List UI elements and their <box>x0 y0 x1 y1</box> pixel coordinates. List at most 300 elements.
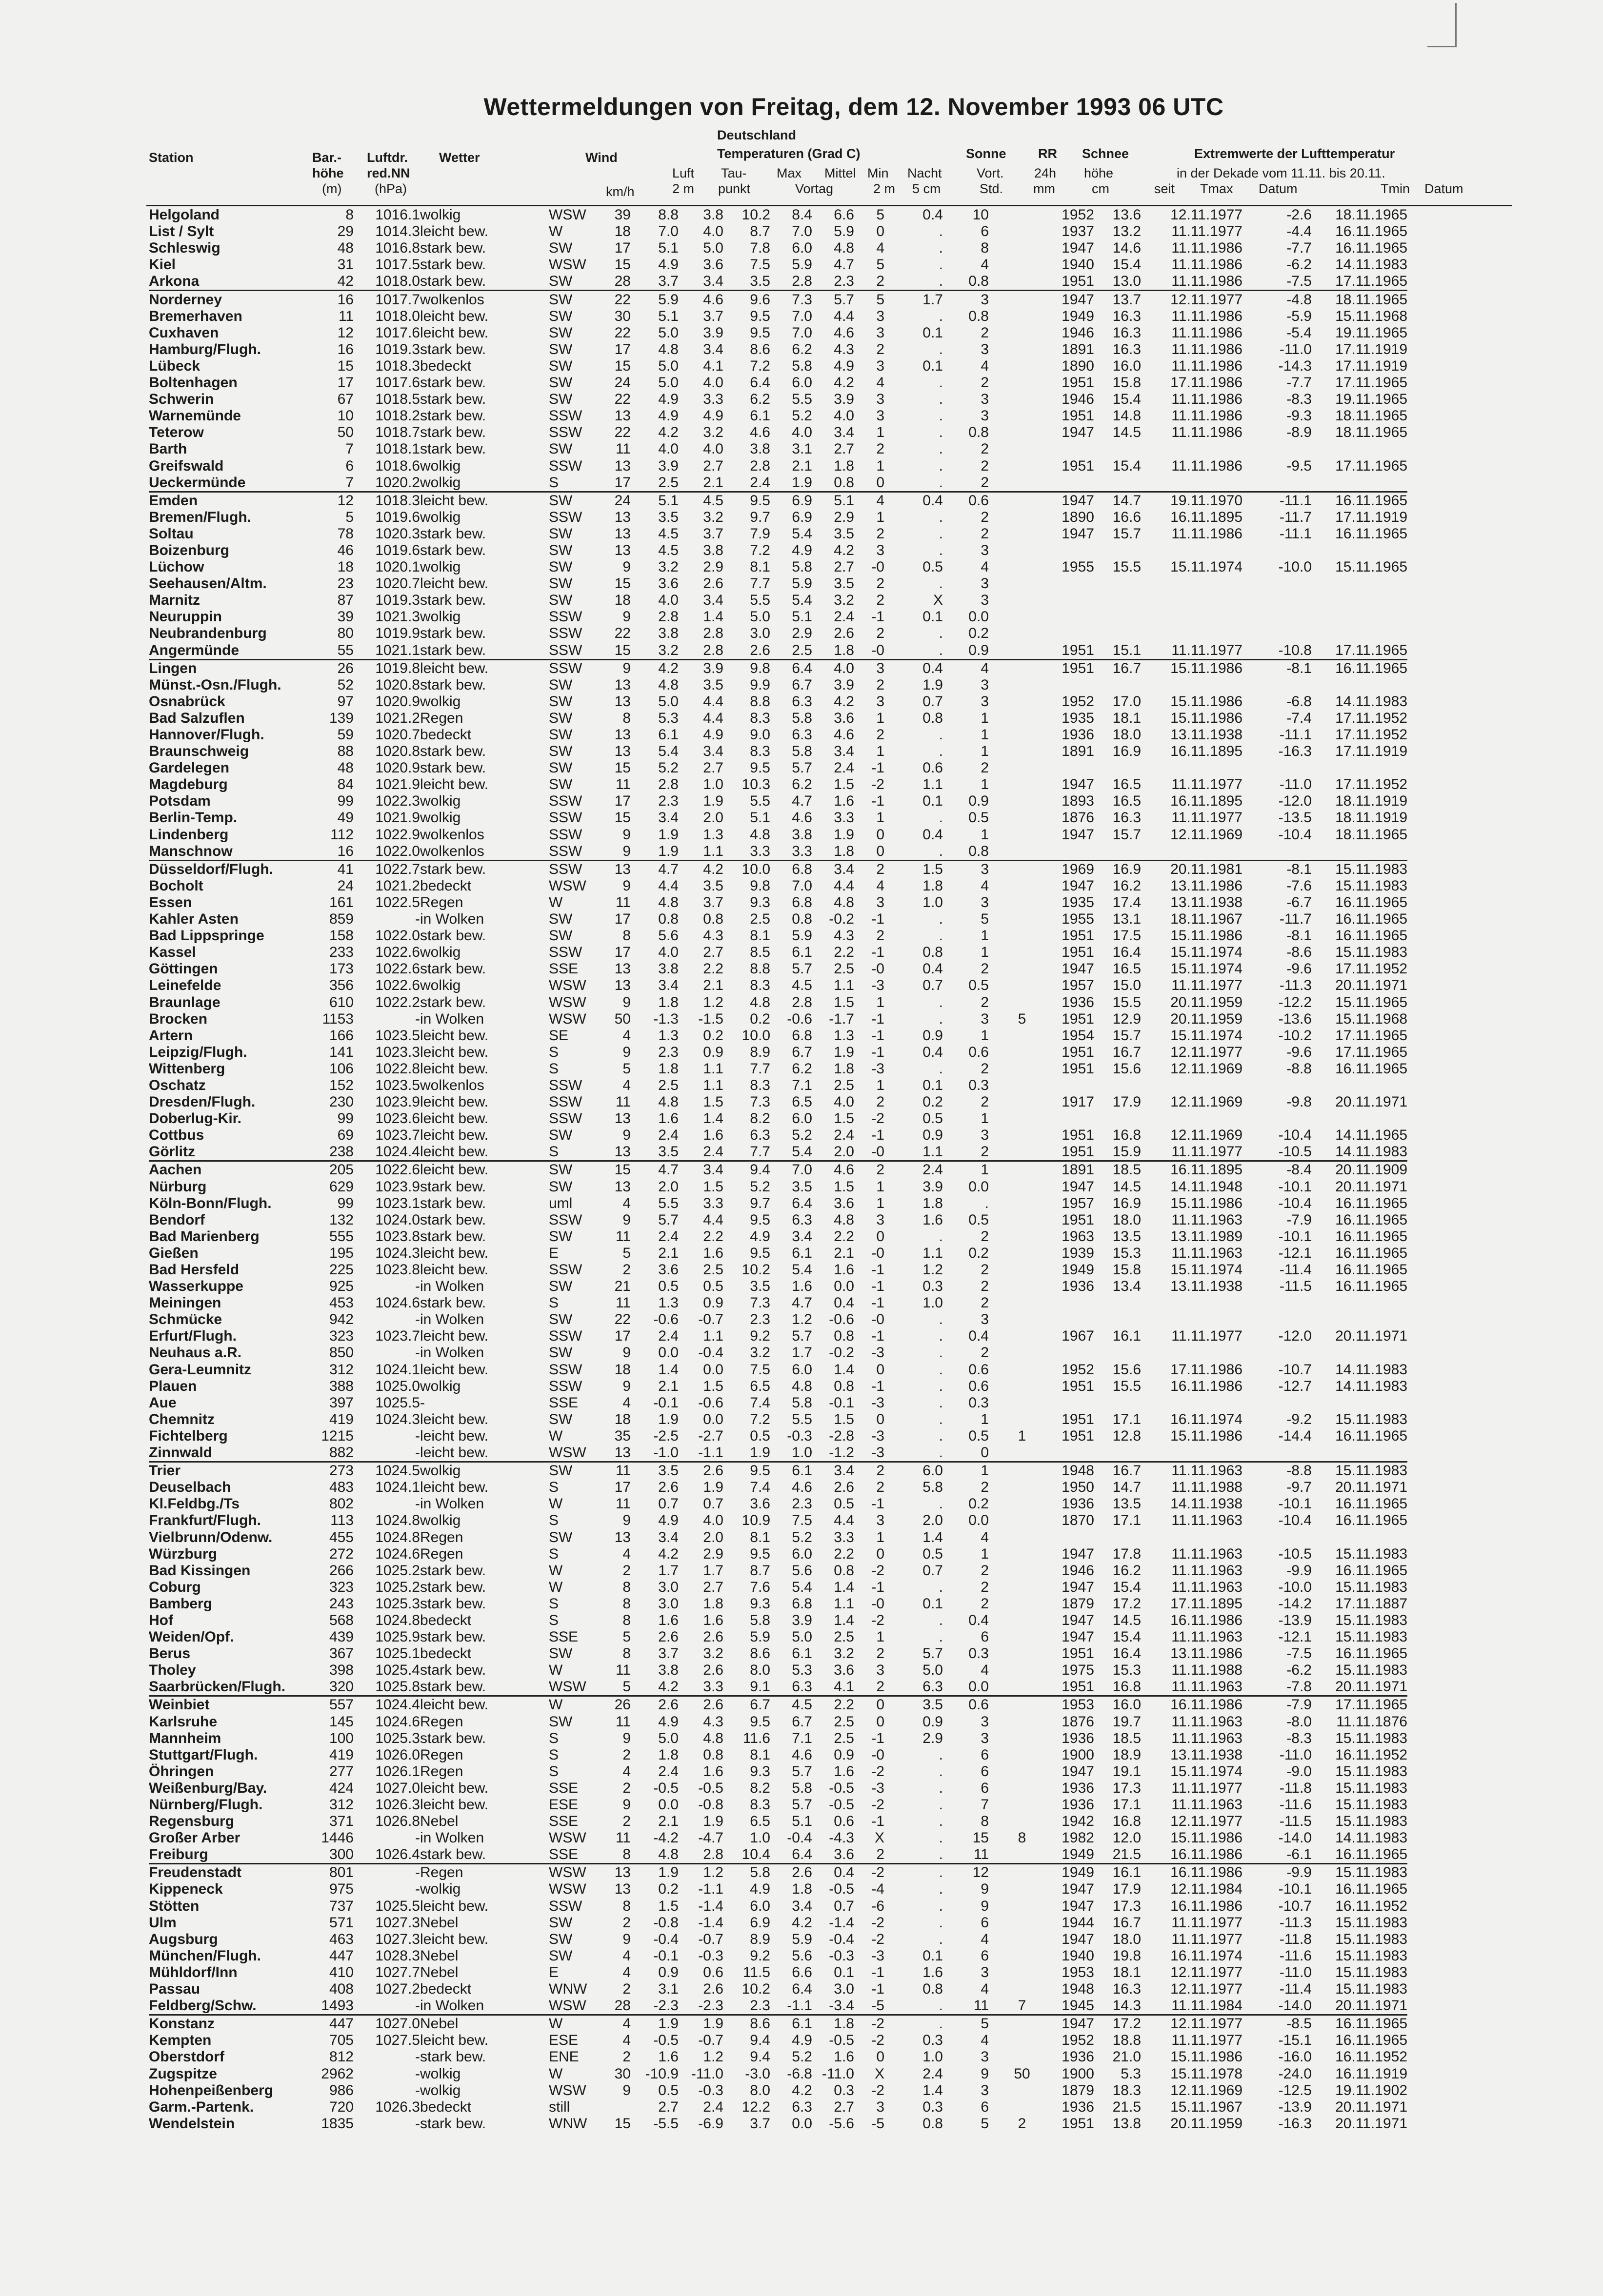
table-row <box>149 457 1407 474</box>
cell-temp-nacht: -1 <box>871 1813 884 1830</box>
cell-wetter: - <box>420 1394 425 1411</box>
cell-wind-dir: SW <box>549 375 573 391</box>
cell-tmax-datum: 11.11.1977 <box>1171 223 1242 240</box>
cell-temp-max: 6.2 <box>750 391 770 408</box>
cell-sonne: 1.8 <box>922 1195 943 1211</box>
cell-temp-nacht: -3 <box>871 1427 884 1444</box>
table-row <box>149 710 1407 727</box>
cell-temp-min: 0.3 <box>834 2082 854 2098</box>
cell-temp-nacht: 1 <box>876 1077 884 1093</box>
cell-seit: 1940 <box>1062 1947 1094 1964</box>
cell-seit: 1947 <box>1062 1612 1094 1628</box>
cell-tmax-datum: 12.11.1977 <box>1141 291 1242 308</box>
cell-temp-min: 1.6 <box>834 2049 854 2065</box>
cell-station: Gardelegen <box>149 760 230 776</box>
cell-sonne: 6.0 <box>889 1462 950 1480</box>
cell-temp-luft: 1.4 <box>658 1361 679 1378</box>
cell-wind-dir: SW <box>549 1228 573 1245</box>
cell-temp-max: 10.3 <box>741 776 770 793</box>
cell-temp-max: 7.4 <box>750 1394 770 1411</box>
cell-tmax-datum: 11.11.1963 <box>1171 1730 1242 1746</box>
cell-temp-luft: 5.0 <box>658 1730 679 1746</box>
cell-wetter: leicht bew. <box>420 223 489 240</box>
cell-luftdruck: 1018.7 <box>375 424 420 441</box>
cell-station: Lindenberg <box>149 826 229 843</box>
header-schnee-1: Schnee <box>1082 146 1129 161</box>
cell-wind-speed: 4 <box>622 1964 631 1980</box>
cell-rr-24h: 1 <box>981 710 989 726</box>
cell-schnee <box>996 1981 1048 1998</box>
cell-rr-24h: 10 <box>972 207 989 223</box>
cell-wetter: bedeckt <box>420 727 472 743</box>
cell-wetter: wolkig <box>420 207 461 223</box>
cell-taupunkt: 2.7 <box>703 944 723 961</box>
cell-wind-speed: 13 <box>614 509 631 525</box>
cell-seit: 1955 <box>1062 911 1094 928</box>
cell-temp-mittel: 2.9 <box>792 625 812 642</box>
cell-temp-max: 3.7 <box>750 2115 770 2132</box>
cell-luftdruck: 1026.1 <box>375 1763 420 1780</box>
cell-rr-24h: 3 <box>981 1730 989 1746</box>
cell-temp-max: 0.2 <box>750 1010 770 1027</box>
cell-temp-nacht: 2 <box>876 1645 884 1662</box>
cell-tmin: -15.1 <box>1278 2032 1312 2049</box>
cell-wind-dir: SSW <box>549 1211 582 1228</box>
cell-temp-mittel: 4.6 <box>792 810 812 826</box>
cell-sonne: 0.4 <box>889 659 950 677</box>
cell-tmin-datum: 15.11.1965 <box>1335 994 1407 1010</box>
cell-wind-dir: WSW <box>549 977 586 994</box>
cell-temp-luft: 1.9 <box>658 826 679 843</box>
cell-temp-min: 2.7 <box>834 559 854 575</box>
cell-temp-nacht: 5 <box>876 207 884 223</box>
cell-seit: 1935 <box>1062 894 1094 910</box>
cell-schnee <box>996 1028 1048 1044</box>
cell-sonne: . <box>939 308 943 324</box>
cell-temp-luft: 1.7 <box>658 1562 679 1579</box>
cell-temp-mittel: 8.4 <box>792 207 812 223</box>
cell-wind-dir: SW <box>549 1345 573 1361</box>
weather-table-body <box>149 207 1407 2132</box>
cell-wind-speed: 8 <box>622 1846 631 1863</box>
cell-bar-hoehe: 12 <box>305 492 354 509</box>
cell-temp-max: 5.8 <box>723 1864 770 1881</box>
cell-wind-dir: W <box>549 1662 563 1679</box>
cell-rr-24h: 4 <box>981 1529 989 1545</box>
cell-tmax: 14.7 <box>1112 1479 1141 1496</box>
cell-schnee <box>996 1178 1048 1195</box>
cell-station: Neuruppin <box>149 609 222 625</box>
cell-tmax: 16.2 <box>1112 1562 1141 1579</box>
cell-temp-nacht: -0 <box>871 642 884 658</box>
cell-tmin: -14.0 <box>1278 1830 1312 1846</box>
cell-schnee <box>996 894 1048 911</box>
cell-sonne: . <box>939 1629 943 1645</box>
cell-temp-min: 2.4 <box>834 1127 854 1144</box>
cell-tmin: -16.0 <box>1278 2049 1312 2065</box>
table-row <box>149 1328 1407 1345</box>
cell-seit: 1951 <box>1062 1427 1094 1444</box>
cell-temp-mittel: 7.0 <box>792 877 812 894</box>
cell-sonne: . <box>939 928 943 944</box>
cell-taupunkt: 4.6 <box>679 291 723 308</box>
cell-sonne: 1.5 <box>889 860 950 878</box>
cell-tmax: 16.1 <box>1112 1328 1141 1345</box>
cell-wind-speed: 50 <box>614 1010 631 1027</box>
cell-tmax <box>1094 575 1141 592</box>
cell-temp-mittel: 1.9 <box>792 474 812 491</box>
cell-station: Bad Kissingen <box>149 1562 251 1579</box>
cell-sonne: 1.1 <box>922 776 943 793</box>
cell-schnee <box>996 1679 1048 1696</box>
cell-wind-speed: 9 <box>622 609 631 625</box>
cell-schnee <box>996 1127 1048 1144</box>
cell-bar-hoehe: 1153 <box>322 1010 354 1027</box>
cell-temp-luft: 3.4 <box>658 1529 679 1545</box>
cell-temp-mittel: 3.5 <box>792 1178 812 1195</box>
cell-temp-mittel: 6.4 <box>770 659 812 677</box>
table-row <box>149 2049 1407 2065</box>
cell-wind-speed: 5 <box>622 1060 631 1077</box>
cell-seit: 1951 <box>1062 944 1094 961</box>
cell-taupunkt: 0.0 <box>703 1411 723 1427</box>
cell-wetter: leicht bew. <box>420 2032 489 2049</box>
cell-schnee <box>996 1629 1048 1645</box>
cell-wetter: wolkig <box>420 944 461 961</box>
cell-sonne: . <box>939 375 943 391</box>
cell-tmax-datum: 15.11.1967 <box>1170 2098 1242 2115</box>
cell-temp-mittel: 5.8 <box>792 1394 812 1411</box>
cell-temp-luft: -0.4 <box>653 1931 679 1947</box>
cell-tmax-datum: 15.11.1986 <box>1170 1830 1242 1846</box>
cell-temp-min: -0.5 <box>829 2032 854 2049</box>
table-row <box>149 441 1407 457</box>
cell-taupunkt: 1.5 <box>703 1094 723 1110</box>
cell-tmin-datum: 16.11.1965 <box>1335 1245 1407 1261</box>
cell-station: Saarbrücken/Flugh. <box>149 1679 286 1695</box>
cell-wetter: wolkig <box>420 457 461 474</box>
cell-luftdruck: 1027.0 <box>375 1780 420 1796</box>
cell-seit: 1952 <box>1062 693 1094 710</box>
cell-temp-max: 1.9 <box>750 1445 770 1461</box>
cell-sonne: X <box>933 592 943 609</box>
cell-seit <box>1048 1445 1094 1462</box>
cell-temp-luft: 3.1 <box>658 1981 679 1998</box>
cell-wind-speed: 8 <box>622 928 631 944</box>
cell-tmin-datum <box>1312 1077 1407 1094</box>
cell-luftdruck: 1019.6 <box>375 542 420 558</box>
cell-seit: 1947 <box>1062 1898 1094 1914</box>
cell-seit: 1953 <box>1048 1696 1094 1714</box>
cell-temp-max: 3.3 <box>750 843 770 859</box>
cell-wind-dir: SW <box>549 1947 573 1964</box>
cell-schnee <box>996 826 1048 843</box>
cell-bar-hoehe: 942 <box>329 1311 354 1328</box>
cell-sonne: 1.7 <box>889 291 950 308</box>
cell-taupunkt: 3.5 <box>703 877 723 894</box>
cell-luftdruck: 1021.2 <box>375 877 420 894</box>
cell-wind-speed: 39 <box>614 207 631 223</box>
cell-tmax-datum: 15.11.1986 <box>1170 710 1242 726</box>
cell-temp-nacht: -1 <box>871 1378 884 1394</box>
cell-wetter: stark bew. <box>420 240 486 257</box>
table-row <box>149 240 1407 257</box>
cell-bar-hoehe: 7 <box>345 441 354 457</box>
header-luftdr-3: (hPa) <box>375 181 407 196</box>
cell-temp-mittel: 1.0 <box>792 1445 812 1461</box>
cell-taupunkt: 3.7 <box>703 894 723 910</box>
cell-schnee <box>996 1612 1048 1629</box>
table-row <box>149 1512 1407 1529</box>
cell-seit: 1949 <box>1062 1262 1094 1278</box>
cell-wetter: leicht bew. <box>420 1127 489 1144</box>
table-row <box>149 743 1407 760</box>
cell-seit: 1951 <box>1062 273 1094 290</box>
cell-tmax-datum <box>1141 575 1242 592</box>
cell-bar-hoehe: 439 <box>329 1629 354 1645</box>
cell-taupunkt: 4.8 <box>703 1730 723 1746</box>
cell-schnee <box>996 1228 1048 1245</box>
cell-seit: 1947 <box>1062 826 1094 843</box>
cell-tmax: 18.0 <box>1112 1211 1141 1228</box>
cell-sonne: 2.9 <box>922 1730 943 1746</box>
cell-temp-nacht: -0 <box>871 1311 884 1328</box>
cell-luftdruck: 1024.4 <box>354 1696 420 1714</box>
cell-seit: 1951 <box>1062 1211 1094 1228</box>
cell-sonne: . <box>939 1914 943 1931</box>
cell-seit <box>1048 1345 1094 1361</box>
cell-wind-speed: 8 <box>622 1645 631 1662</box>
cell-temp-max: 2.5 <box>750 911 770 928</box>
cell-seit: 1951 <box>1062 457 1094 474</box>
cell-bar-hoehe: 233 <box>329 944 354 961</box>
cell-bar-hoehe: 69 <box>337 1127 354 1144</box>
header-min-2: 2 m <box>873 181 896 196</box>
cell-station: Kempten <box>149 2032 212 2049</box>
cell-tmax: 17.1 <box>1112 1512 1141 1529</box>
cell-temp-nacht: 3 <box>876 2098 884 2115</box>
cell-tmax: 16.8 <box>1112 1813 1141 1830</box>
cell-bar-hoehe: 802 <box>329 1496 354 1512</box>
cell-temp-max: 6.3 <box>750 1127 770 1144</box>
cell-seit <box>1048 843 1094 861</box>
cell-temp-nacht: -0 <box>871 1595 884 1612</box>
cell-temp-min: 4.0 <box>834 408 854 424</box>
cell-tmax: 12.0 <box>1112 1830 1141 1846</box>
cell-wetter: leicht bew. <box>420 492 549 509</box>
cell-luftdruck: 1024.3 <box>375 1245 420 1261</box>
cell-rr-24h: 4 <box>950 659 996 677</box>
cell-rr-24h: 3 <box>981 341 989 357</box>
cell-wind-speed: 9 <box>622 1512 631 1529</box>
cell-tmax-datum: 15.11.1974 <box>1170 1262 1242 1278</box>
cell-rr-24h: 2 <box>981 1579 989 1595</box>
cell-wind-dir: SSW <box>549 408 582 424</box>
cell-temp-max: 9.4 <box>750 2032 770 2049</box>
cell-schnee <box>996 1328 1048 1345</box>
cell-tmin <box>1242 843 1312 861</box>
cell-wetter: wolkenlos <box>420 291 549 308</box>
cell-tmax: 16.9 <box>1112 743 1141 760</box>
cell-temp-max: 9.5 <box>750 1211 770 1228</box>
cell-tmax: 15.6 <box>1112 1060 1141 1077</box>
cell-station: Erfurt/Flugh. <box>149 1328 237 1345</box>
cell-seit: 1893 <box>1062 793 1094 810</box>
cell-temp-max: 6.1 <box>750 408 770 424</box>
table-row <box>149 994 1407 1010</box>
cell-seit: 1947 <box>1062 877 1094 894</box>
cell-sonne: 0.3 <box>922 2032 943 2049</box>
cell-temp-min: -0.1 <box>829 1394 854 1411</box>
cell-wind-speed: 26 <box>601 1696 636 1714</box>
cell-rr-24h: 6 <box>981 1763 989 1780</box>
cell-temp-luft: 2.8 <box>658 609 679 625</box>
cell-temp-min: -3.4 <box>829 1998 854 2014</box>
cell-tmin: -14.0 <box>1278 1998 1312 2014</box>
cell-wetter: leicht bew. <box>420 1144 489 1160</box>
cell-temp-min: 1.5 <box>834 776 854 793</box>
cell-temp-min: 1.9 <box>834 826 854 843</box>
cell-tmin: -6.2 <box>1286 257 1312 273</box>
table-row <box>149 1345 1407 1361</box>
cell-bar-hoehe: 720 <box>329 2098 354 2115</box>
cell-station: Nürburg <box>149 1178 207 1195</box>
cell-luftdruck: 1027.7 <box>375 1964 420 1980</box>
cell-station: Manschnow <box>149 843 233 859</box>
cell-seit: 1951 <box>1062 1060 1094 1077</box>
cell-rr-24h: 0.4 <box>968 1328 989 1345</box>
cell-tmin-datum: 16.11.1965 <box>1335 1846 1407 1863</box>
cell-temp-mittel: 5.9 <box>792 257 812 273</box>
cell-tmax-datum <box>1141 1077 1242 1094</box>
cell-sonne: . <box>939 408 943 424</box>
cell-temp-min: 4.6 <box>834 727 854 743</box>
cell-sonne: 0.2 <box>922 1094 943 1110</box>
cell-taupunkt: -0.4 <box>698 1345 723 1361</box>
cell-rr-24h: 12 <box>950 1864 996 1881</box>
cell-tmax-datum: 13.11.1938 <box>1170 894 1242 910</box>
cell-sonne: . <box>939 642 943 658</box>
cell-wind-speed: 17 <box>614 944 631 961</box>
table-row <box>149 358 1407 375</box>
cell-station: List / Sylt <box>149 223 214 240</box>
cell-schnee <box>996 1797 1048 1813</box>
cell-temp-mittel: 6.7 <box>792 676 812 693</box>
cell-tmax <box>1094 760 1141 776</box>
cell-tmin-datum <box>1312 1311 1407 1328</box>
cell-tmax <box>1094 1529 1141 1545</box>
cell-temp-luft: 5.2 <box>658 760 679 776</box>
table-row <box>149 1195 1407 1212</box>
cell-rr-24h: 0.2 <box>968 1496 989 1512</box>
cell-wind-dir: SW <box>549 1161 601 1179</box>
cell-temp-max: 5.1 <box>750 810 770 826</box>
cell-tmax: 16.8 <box>1112 1127 1141 1144</box>
header-luftdr-2: red.NN <box>367 166 410 180</box>
cell-schnee <box>996 843 1048 861</box>
cell-wind-speed: 9 <box>622 826 631 843</box>
cell-wetter: bedeckt <box>420 1612 472 1628</box>
cell-tmax-datum: 11.11.1986 <box>1171 341 1242 357</box>
cell-station: Görlitz <box>149 1144 195 1160</box>
cell-taupunkt: 3.3 <box>703 1195 723 1211</box>
cell-bar-hoehe: 629 <box>329 1178 354 1195</box>
cell-taupunkt: 2.6 <box>679 1696 723 1714</box>
cell-tmax-datum: 13.11.1986 <box>1170 1645 1242 1662</box>
cell-wind-speed: 11 <box>615 1662 631 1679</box>
cell-tmax-datum <box>1141 843 1242 861</box>
cell-taupunkt: 4.4 <box>703 693 723 710</box>
cell-temp-nacht: -1 <box>871 1295 884 1311</box>
cell-taupunkt: -4.7 <box>698 1830 723 1846</box>
cell-luftdruck: 1024.8 <box>375 1529 420 1545</box>
cell-wetter: in Wolken <box>420 1010 484 1027</box>
cell-tmin: -8.4 <box>1242 1161 1312 1179</box>
cell-rr-24h: 2 <box>981 457 989 474</box>
cell-seit: 1879 <box>1062 2082 1094 2098</box>
cell-wind-dir: SSE <box>549 1846 579 1863</box>
cell-temp-luft: 2.0 <box>658 1178 679 1195</box>
cell-luftdruck: - <box>415 2115 420 2132</box>
cell-rr-24h: 1 <box>981 1411 989 1427</box>
cell-schnee <box>996 1662 1048 1679</box>
cell-wind-dir: SW <box>549 1914 573 1931</box>
cell-temp-mittel: 5.8 <box>792 743 812 760</box>
table-row <box>149 1948 1407 1964</box>
cell-bar-hoehe: 312 <box>329 1797 354 1813</box>
cell-tmin-datum: 19.11.1965 <box>1335 324 1407 341</box>
cell-schnee: 1 <box>1018 1427 1026 1444</box>
cell-rr-24h: 2 <box>981 1479 989 1496</box>
cell-temp-nacht: 3 <box>876 391 884 408</box>
cell-station: Kiel <box>149 257 176 273</box>
cell-luftdruck: 1026.3 <box>375 2098 420 2115</box>
cell-wetter: leicht bew. <box>420 324 489 341</box>
cell-temp-max: 8.2 <box>750 1110 770 1127</box>
cell-temp-min: 4.4 <box>834 877 854 894</box>
cell-station: Magdeburg <box>149 776 228 793</box>
cell-temp-min: 3.2 <box>834 1645 854 1662</box>
table-row <box>149 642 1407 659</box>
table-row <box>149 911 1407 928</box>
cell-tmin-datum: 16.11.1952 <box>1335 1746 1407 1763</box>
cell-rr-24h: 8 <box>981 1813 989 1830</box>
cell-tmax: 15.8 <box>1112 375 1141 391</box>
cell-temp-min: 3.9 <box>834 391 854 408</box>
cell-luftdruck: 1027.2 <box>375 1981 420 1998</box>
cell-tmin-datum: 20.11.1971 <box>1335 2098 1407 2115</box>
cell-wind-speed: 9 <box>622 1211 631 1228</box>
cell-luftdruck: 1020.7 <box>375 727 420 743</box>
cell-seit <box>1048 441 1094 457</box>
cell-tmax-datum: 11.11.1963 <box>1141 1462 1242 1480</box>
cell-tmin: -10.7 <box>1278 1898 1312 1914</box>
cell-wetter: stark bew. <box>420 1595 486 1612</box>
cell-bar-hoehe: 410 <box>329 1964 354 1980</box>
cell-seit: 1940 <box>1062 257 1094 273</box>
cell-station: Feldberg/Schw. <box>149 1998 257 2014</box>
cell-station: Boltenhagen <box>149 375 238 391</box>
cell-schnee <box>996 1948 1048 1964</box>
cell-wind-speed: 11 <box>615 776 631 793</box>
cell-luftdruck: 1023.7 <box>375 1328 420 1345</box>
cell-tmax-datum: 11.11.1986 <box>1171 391 1242 408</box>
cell-wind-dir: SW <box>549 441 573 457</box>
cell-temp-mittel: 4.7 <box>792 1295 812 1311</box>
cell-seit: 1951 <box>1062 408 1094 424</box>
cell-temp-max: 3.5 <box>750 1278 770 1295</box>
cell-tmin-datum: 15.11.1983 <box>1335 1947 1407 1964</box>
